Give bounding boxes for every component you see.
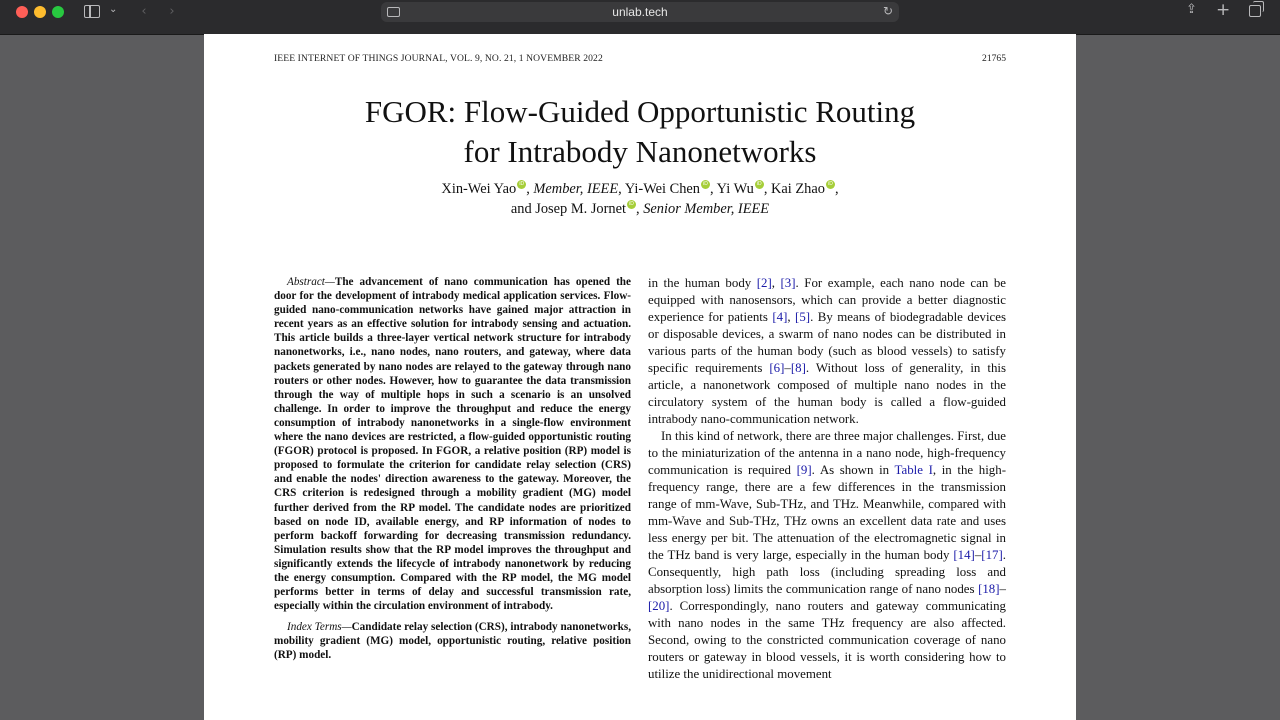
author-name: and Josep M. Jornet <box>510 201 627 217</box>
reload-icon[interactable]: ↻ <box>882 4 893 18</box>
share-icon[interactable]: ⇪ <box>1186 2 1197 17</box>
index-terms-label: Index Terms— <box>287 621 352 634</box>
author-name: Kai Zhao <box>771 181 825 197</box>
citation-link[interactable]: [20] <box>648 599 670 613</box>
text-run: . By means of biodegradable devices or disposable devices, a swarm of nano nodes can be distributed in various parts of the human body (such as blood vessels) to satisfy specific requirements <box>648 310 1006 375</box>
body-column <box>648 275 1006 683</box>
new-tab-icon[interactable]: + <box>1216 0 1231 20</box>
body-paragraph-1 <box>648 275 1006 428</box>
abstract-text: The advancement of nano communication has opened the door for the development of intrabody medical application services. Flow-guided nano-communication networks have gained major attraction in recent years as an effective solution for intrabody sensing and actuation. This article builds a three-layer vertical network structure for intrabody nanonetworks, i.e., nano nodes, nano routers, and gateway, where data packets generated by nano nodes are relayed to the gateway through nano routers or other nodes. However, how to guarantee the data transmission through the way of multiple hops in such a scenario is an unsolved challenge. In order to improve the throughput and reduce the energy consumption of intrabody nanonetworks in a single-flow environment where the nano devices are restricted, a flow-guided opportunistic routing (FGOR) protocol is proposed. In FGOR, a relative position (RP) model is proposed to formulate the criterion for candidate relay selection (CRS) and enable the nodes' direction awareness to the gateway. Moreover, the CRS criterion is redesigned through a mobility gradient (MG) model further derived from the RP model. The candidate nodes are prioritized based on node ID, available energy, and RP information of nodes to perform backoff forwarding for decreasing transmission redundancy. Simulation results show that the RP model improves the throughput and significantly extends the lifecycle of intrabody nanonetwork by reducing the energy consumption. Compared with the RP model, the MG model performs better in terms of delay and successful transmission rate, especially within the circulation environment of intrabody. <box>274 276 631 613</box>
page-number: 21765 <box>982 53 1006 64</box>
orcid-icon[interactable] <box>826 180 835 189</box>
citation-link[interactable]: [5] <box>795 310 811 324</box>
forward-icon[interactable]: › <box>169 4 175 19</box>
author-affiliation: Member, IEEE <box>533 181 619 197</box>
title-line-1: FGOR: Flow-Guided Opportunistic Routing <box>364 94 916 129</box>
text-run: . For example, each nano node can be equipped with nanosensors, which can provide a better diagnostic experience for patients <box>648 276 1006 324</box>
authors-line-1: Xin-Wei YaoiD , Member, IEEE, Yi-Wei CheniD , Yi WuiD , Kai ZhaoiD , <box>204 179 1076 199</box>
zoom-window-button[interactable] <box>52 6 64 18</box>
citation-link[interactable]: [4] <box>772 310 788 324</box>
orcid-icon[interactable] <box>627 200 636 209</box>
tab-overview-icon[interactable] <box>1249 5 1261 17</box>
text-run: . Without loss of generality, in this article, a nanonetwork composed of multiple nano nodes in the circulatory system of the human body is called a flow-guided intrabody nano-communication network. <box>648 361 1006 426</box>
title-line-2: for Intrabody Nanonetworks <box>463 134 817 169</box>
text-run: , <box>787 310 796 324</box>
author-name: Xin-Wei Yao <box>441 181 517 197</box>
citation-link[interactable]: [17] <box>981 548 1003 562</box>
author-affiliation: Senior Member, IEEE <box>643 201 770 217</box>
abstract-label: Abstract— <box>287 276 335 288</box>
author-list <box>204 179 1076 219</box>
author-name: Yi Wu <box>716 181 754 197</box>
table-link[interactable]: Table I <box>894 463 933 477</box>
citation-link[interactable]: [9] <box>796 463 812 477</box>
paper-title <box>204 92 1076 172</box>
text-run: , in the high-frequency range, there are a few differences in the transmission range of mm-Wave, Sub-THz, and THz. Meanwhile, compared with mm-Wave and Sub-THz, THz owns an excellent data rate and uses less energy per bit. The attenuation of the electromagnetic signal in the THz band is very large, especially in the human body <box>648 463 1006 562</box>
index-terms-text: Candidate relay selection (CRS), intrabody nanonetworks, mobility gradient (MG) model, opportunistic routing, relative position (RP) model. <box>274 621 631 662</box>
text-run: In this kind of network, there are three major challenges. First, due to the miniaturization of the antenna in a nano node, high-frequency communication is required <box>648 429 1006 477</box>
citation-link[interactable]: [8] <box>790 361 806 375</box>
close-window-button[interactable] <box>16 6 28 18</box>
citation-link[interactable]: [3] <box>780 276 796 290</box>
orcid-icon[interactable] <box>755 180 764 189</box>
text-run: – <box>974 548 982 562</box>
citation-link[interactable]: [18] <box>978 582 1000 596</box>
text-run: – <box>999 582 1006 596</box>
address-text[interactable]: unlab.tech <box>612 5 668 19</box>
citation-link[interactable]: [6] <box>769 361 785 375</box>
document-page <box>204 34 1076 720</box>
index-terms-paragraph <box>274 620 631 662</box>
body-paragraph-2 <box>648 428 1006 683</box>
text-run: . As shown in <box>811 463 895 477</box>
citation-link[interactable]: [2] <box>756 276 772 290</box>
abstract-paragraph <box>274 275 631 613</box>
text-run: , <box>771 276 781 290</box>
orcid-icon[interactable] <box>517 180 526 189</box>
chevron-down-icon[interactable]: ⌄ <box>109 4 118 15</box>
citation-link[interactable]: [14] <box>953 548 975 562</box>
text-run: . Consequently, high path loss (including spreading loss and absorption loss) limits the communication range of nano nodes <box>648 548 1006 596</box>
abstract-column <box>274 275 631 663</box>
sidebar-icon[interactable] <box>84 5 100 18</box>
orcid-icon[interactable] <box>701 180 710 189</box>
text-run: . Correspondingly, nano routers and gateway communicating with nano nodes in the same THz frequency are also affected. Second, owing to the constricted communication coverage of nano routers or gateway in blood vessels, it is worth considering how to utilize the unidirectional movement <box>648 599 1006 681</box>
minimize-window-button[interactable] <box>34 6 46 18</box>
authors-line-2: and Josep M. JornetiD , Senior Member, IEEE <box>204 199 1076 219</box>
text-run: – <box>784 361 791 375</box>
author-name: Yi-Wei Chen <box>624 181 700 197</box>
journal-header: IEEE INTERNET OF THINGS JOURNAL, VOL. 9, NO. 21, 1 NOVEMBER 2022 <box>274 53 603 64</box>
back-icon[interactable]: ‹ <box>141 4 147 19</box>
text-run: in the human body <box>648 276 757 290</box>
browser-toolbar <box>0 0 1280 35</box>
address-bar[interactable] <box>381 2 899 22</box>
